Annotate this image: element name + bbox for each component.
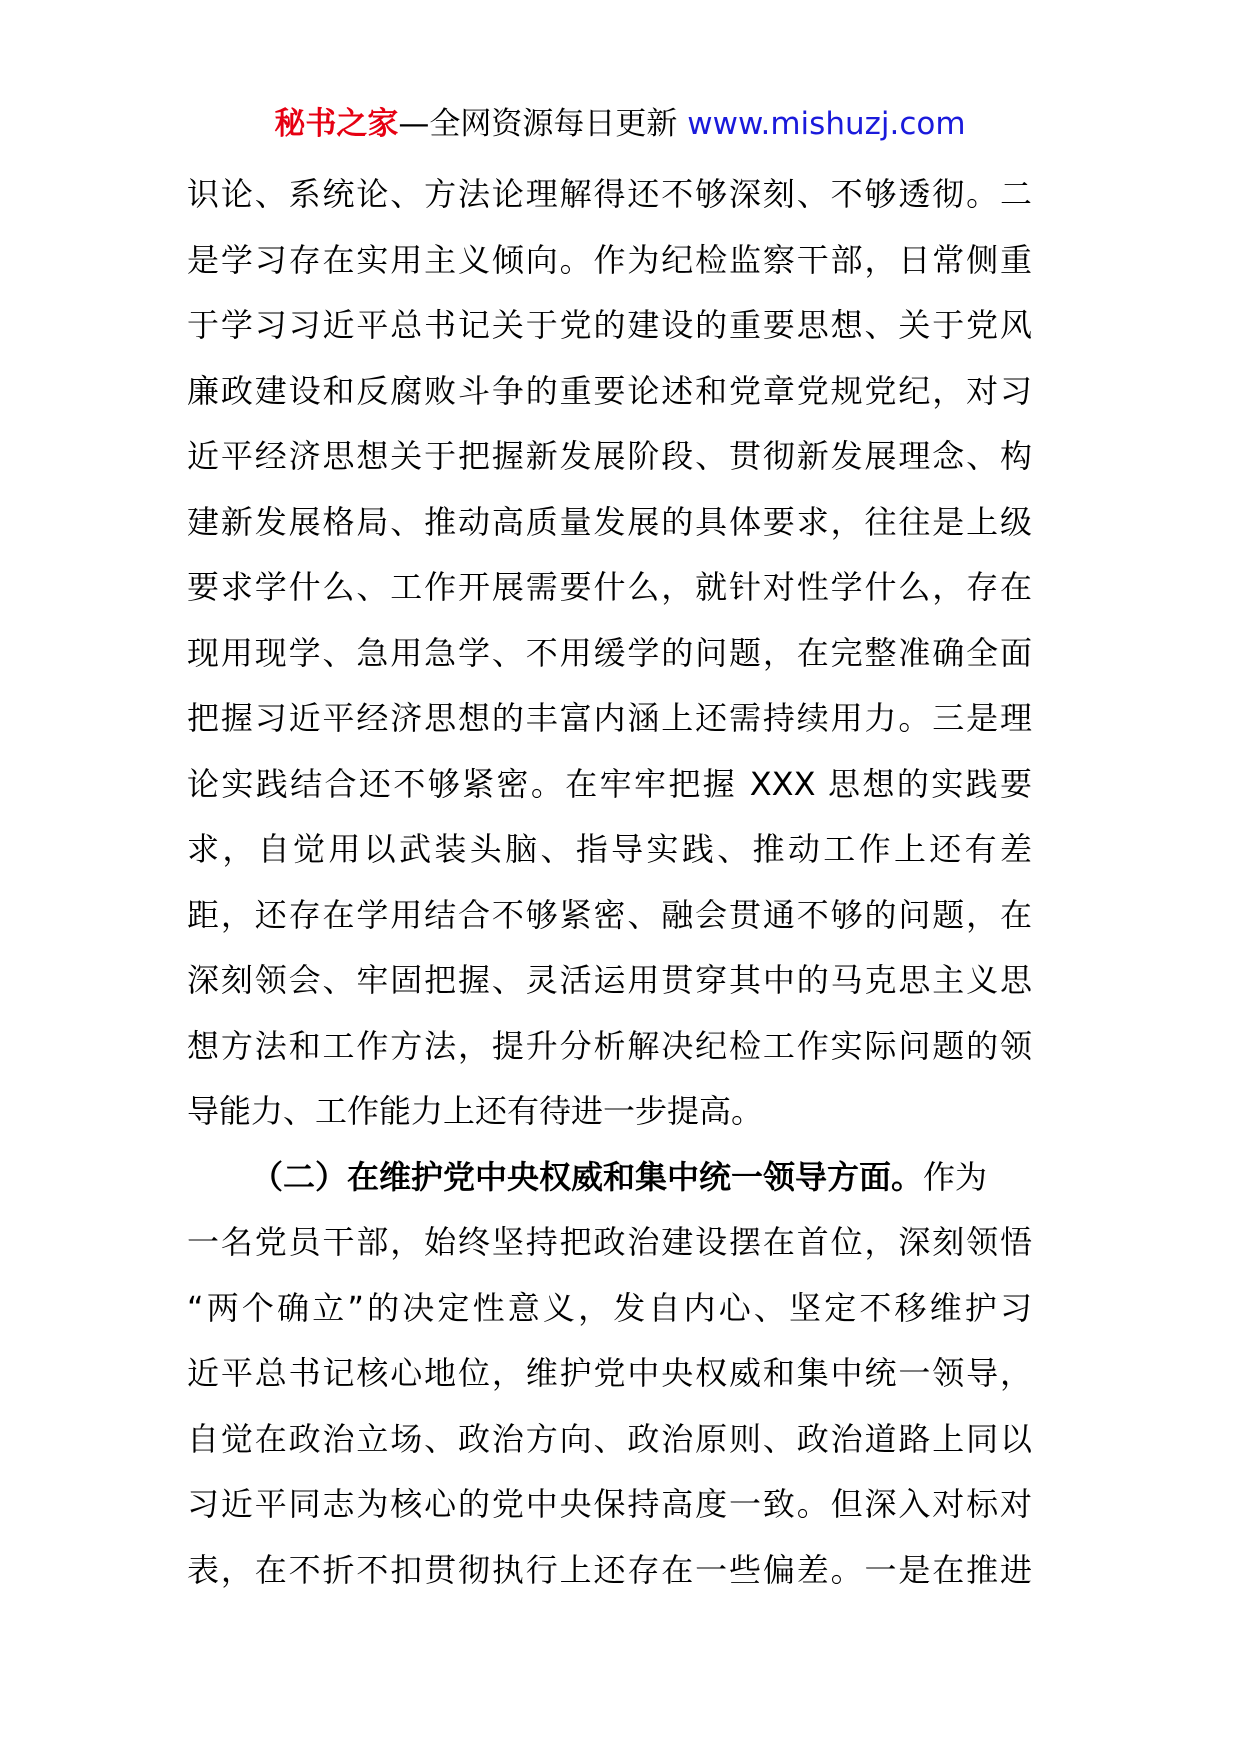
section-heading: （二）在维护党中央权威和集中统一领导方面。 xyxy=(251,1157,924,1196)
body-line: 距，还存在学用结合不够紧密、融会贯通不够的问题，在 xyxy=(187,895,1032,934)
body-line: 要求学什么、工作开展需要什么，就针对性学什么，存在 xyxy=(187,568,1032,606)
body-line: 自觉在政治立场、政治方向、政治原则、政治道路上同以 xyxy=(187,1419,1032,1458)
site-url-link[interactable]: www.mishuzj.com xyxy=(687,106,966,142)
body-line: 把握习近平经济思想的丰富内涵上还需持续用力。三是理 xyxy=(187,699,1032,737)
section-heading-line xyxy=(187,1145,1032,1211)
header-tagline: —全网资源每日更新 xyxy=(398,106,688,142)
body-line: 习近平同志为核心的党中央保持高度一致。但深入对标对 xyxy=(187,1485,1032,1523)
site-header xyxy=(0,102,1240,146)
body-line: 是学习存在实用主义倾向。作为纪检监察干部，日常侧重 xyxy=(187,240,1032,279)
body-line: 近平总书记核心地位，维护党中央权威和集中统一领导， xyxy=(187,1354,1032,1392)
body-line: 建新发展格局、推动高质量发展的具体要求，往往是上级 xyxy=(187,502,1032,541)
body-line: 识论、系统论、方法论理解得还不够深刻、不够透彻。二 xyxy=(187,175,1032,213)
body-line: 现用现学、急用急学、不用缓学的问题，在完整准确全面 xyxy=(187,633,1032,672)
body-line: “两个确立”的决定性意义，发自内心、坚定不移维护习 xyxy=(187,1288,1032,1327)
body-line: 导能力、工作能力上还有待进一步提高。 xyxy=(187,1092,764,1130)
body-line: 表，在不折不扣贯彻执行上还存在一些偏差。一是在推进 xyxy=(187,1550,1032,1589)
body-line: 廉政建设和反腐败斗争的重要论述和党章党规党纪，对习 xyxy=(187,371,1032,410)
body-line: 于学习习近平总书记关于党的建设的重要思想、关于党风 xyxy=(187,306,1032,344)
body-line: 一名党员干部，始终坚持把政治建设摆在首位，深刻领悟 xyxy=(187,1223,1032,1261)
body-line: 论实践结合还不够紧密。在牢牢把握 XXX 思想的实践要 xyxy=(187,764,1032,803)
body-line: 深刻领会、牢固把握、灵活运用贯穿其中的马克思主义思 xyxy=(187,961,1032,999)
section-heading-continuation: 作为 xyxy=(923,1157,988,1196)
body-line: 想方法和工作方法，提升分析解决纪检工作实际问题的领 xyxy=(187,1026,1032,1065)
body-line: 近平经济思想关于把握新发展阶段、贯彻新发展理念、构 xyxy=(187,437,1032,475)
body-line: 求，自觉用以武装头脑、指导实践、推动工作上还有差 xyxy=(187,830,1032,868)
brand-name: 秘书之家 xyxy=(274,106,399,142)
document-body xyxy=(187,162,1032,1603)
